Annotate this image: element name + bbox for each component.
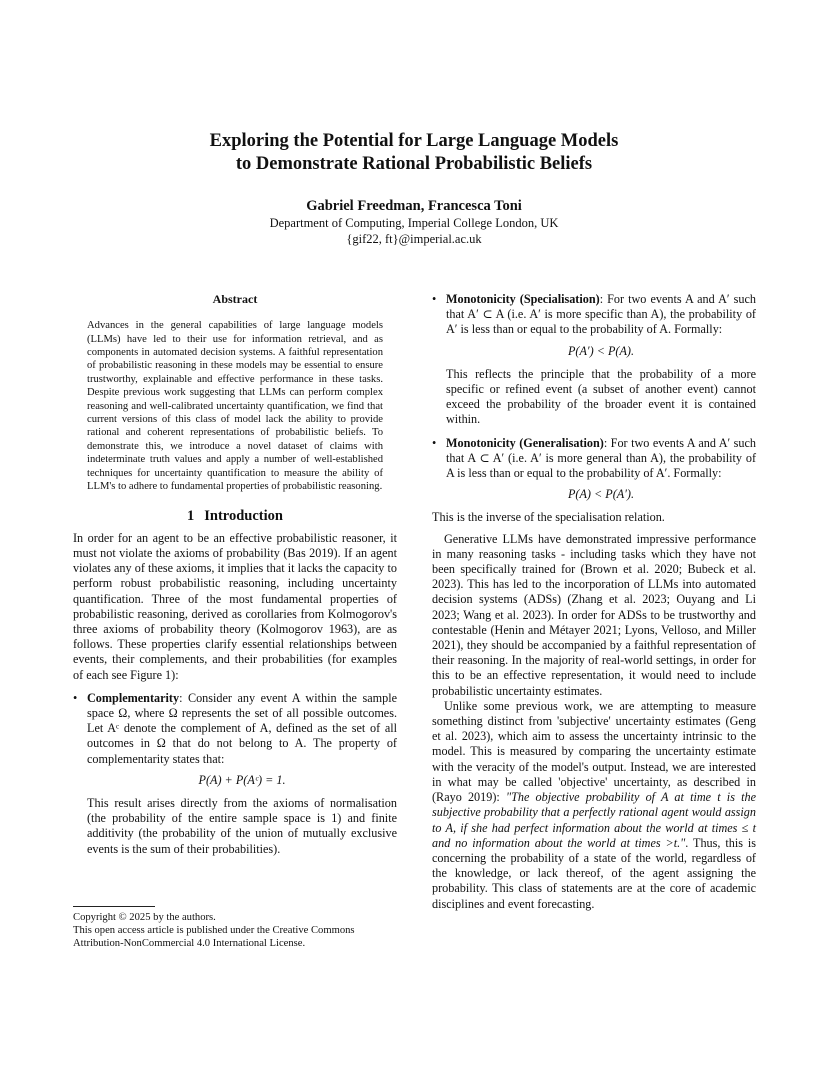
bullet-dot: •: [73, 690, 78, 705]
bullet-generalisation: [432, 436, 756, 503]
rayo-quote: "The objective probability of A at time t is the subjective probability that a perfectly rational agent would assign to A, if she had perfect information about the world at times ≤ t and no information about the world at times >t.": [432, 790, 756, 850]
bullet-after-text: This result arises directly from the axioms of normalisation (the probability of the entire sample space is 1) and finite additivity (the probability of the union of mutually exclusive events is the sum of their probabilities).: [87, 795, 397, 856]
footnote: [73, 906, 403, 950]
bullet-label: Complementarity: [87, 690, 180, 705]
bullet-specialisation: [432, 292, 756, 428]
paper-title: [0, 130, 828, 176]
generative-llm-paragraph: Generative LLMs have demonstrated impressive performance in many reasoning tasks - including tasks which they have not been specifically trained for (Brown et al. 2020; Bubeck et al. 2023). This has led to the incorporation of LLMs into automated decision systems (ADSs) (Zhang et al. 2023; Ouyang and Li 2023; Wang et al. 2023). In order for ADSs to be trustworthy and contestable (Henin and Métayer 2021; Lyons, Velloso, and Miller 2021), they should be accompanied by a faithful representation of their reasoning. In the majority of real-world settings, in order for this to be an effective representation, it would need to include probabilistic uncertainty estimates.: [432, 531, 756, 698]
bullet-label: Monotonicity (Specialisation): [446, 292, 600, 306]
email: {gif22, ft}@imperial.ac.uk: [346, 232, 482, 246]
bullet-text: : For two events A and A′ such that A′ ⊂ A (i.e. A′ is more specific than A), the probability of A′ is less than or equal to the probability of A. Formally:: [446, 292, 756, 337]
formula-specialisation: P(A′) < P(A).: [567, 343, 635, 358]
objective-uncertainty-paragraph: [432, 699, 756, 912]
abstract-text: Advances in the general capabilities of large language models (LLMs) have led to their use for information retrieval, and as components in automated decision systems. A faithful representation of probabilistic reasoning in these models may be essential to ensure trustworthy, explainable and effective performance in these tasks. Despite previous work suggesting that LLMs can perform complex reasoning and well-calibrated uncertainty quantification, we find that current versions of this class of model lack the ability to provide rational and coherent representations of probabilistic beliefs. To demonstrate this, we introduce a novel dataset of claims with indeterminate truth values and apply a number of well-established techniques for uncertainty quantification to measure the ability of LLM's to adhere to fundamental properties of probabilistic reasoning.: [87, 320, 383, 493]
intro-paragraph: In order for an agent to be an effective probabilistic reasoner, it must not violate the axioms of probability (Bas 2019). If an agent violates any of these axioms, it implies that it lacks the capacity to perform robust probabilistic reasoning, including uncertainty quantification. Three of the most fundamental properties of probabilistic reasoning, derived as corollaries from Kolmogorov's three axioms of probability theory (Kolmogorov 1963), are as follows. These properties clarify essential relationships between events, their complements, and their probabilities (for examples of each see Figure 1):: [73, 530, 397, 682]
section-heading-introduction: [73, 509, 397, 524]
affiliation-block: [0, 215, 828, 247]
bullet-after-text: This reflects the principle that the probability of a more specific or refined event (a subset of another event) cannot exceed the probability of the broader event it is contained within.: [446, 366, 756, 427]
authors: Gabriel Freedman, Francesca Toni: [306, 198, 522, 214]
license: This open access article is published under the Creative Commons Attribution-NonCommercial 4.0 International License.: [73, 925, 355, 949]
paragraph-start: Unlike some previous work, we are attempting to measure something distinct from 'subjective' uncertainty estimates (Geng et al. 2023), which aim to assess the uncertainty intrinsic to the model. This is measured by comparing the uncertainty estimate with the veracity of the model's output. Instead, we are interested in what may be called 'objective' uncertainty, as described in (Rayo 2019):: [432, 698, 756, 805]
formula-generalisation: P(A) < P(A′).: [567, 487, 635, 502]
left-column: [73, 292, 397, 857]
footnote-rule: [73, 906, 155, 907]
affiliation: Department of Computing, Imperial College London, UK: [269, 216, 559, 230]
paragraph-end: . Thus, this is concerning the probability of a state of the world, regardless of the knowledge, or lack thereof, of the agent assigning the probability. This class of statements are at the core of academic disciplines and event forecasting.: [432, 835, 756, 911]
bullet-text: : Consider any event A within the sample space Ω, where Ω represents the set of all possible outcomes. Let Aᶜ denote the complement of A, defined as the set of all outcomes in Ω that do not belong to A. The property of complementarity states that:: [87, 690, 397, 766]
bullet-complementarity: [73, 691, 397, 857]
bullet-dot: •: [432, 292, 437, 306]
right-column: [432, 292, 756, 912]
bullet-dot: •: [432, 435, 437, 450]
bullet-text: : For two events A and A′ such that A ⊂ A′ (i.e. A′ is more general than A), the probability of A is less than or equal to the probability of A′. Formally:: [446, 435, 757, 481]
inverse-line: This is the inverse of the specialisation relation.: [432, 510, 665, 525]
formula-complementarity: P(A) + P(Aᶜ) = 1.: [198, 772, 286, 787]
section-title: Introduction: [204, 508, 283, 525]
abstract-title: Abstract: [212, 292, 258, 306]
title-line-1: Exploring the Potential for Large Language Models: [209, 131, 619, 151]
copyright: Copyright © 2025 by the authors.: [73, 912, 216, 923]
title-line-2: to Demonstrate Rational Probabilistic Beliefs: [235, 154, 593, 174]
bullet-label: Monotonicity (Generalisation): [446, 435, 604, 450]
section-number: 1: [187, 508, 195, 525]
